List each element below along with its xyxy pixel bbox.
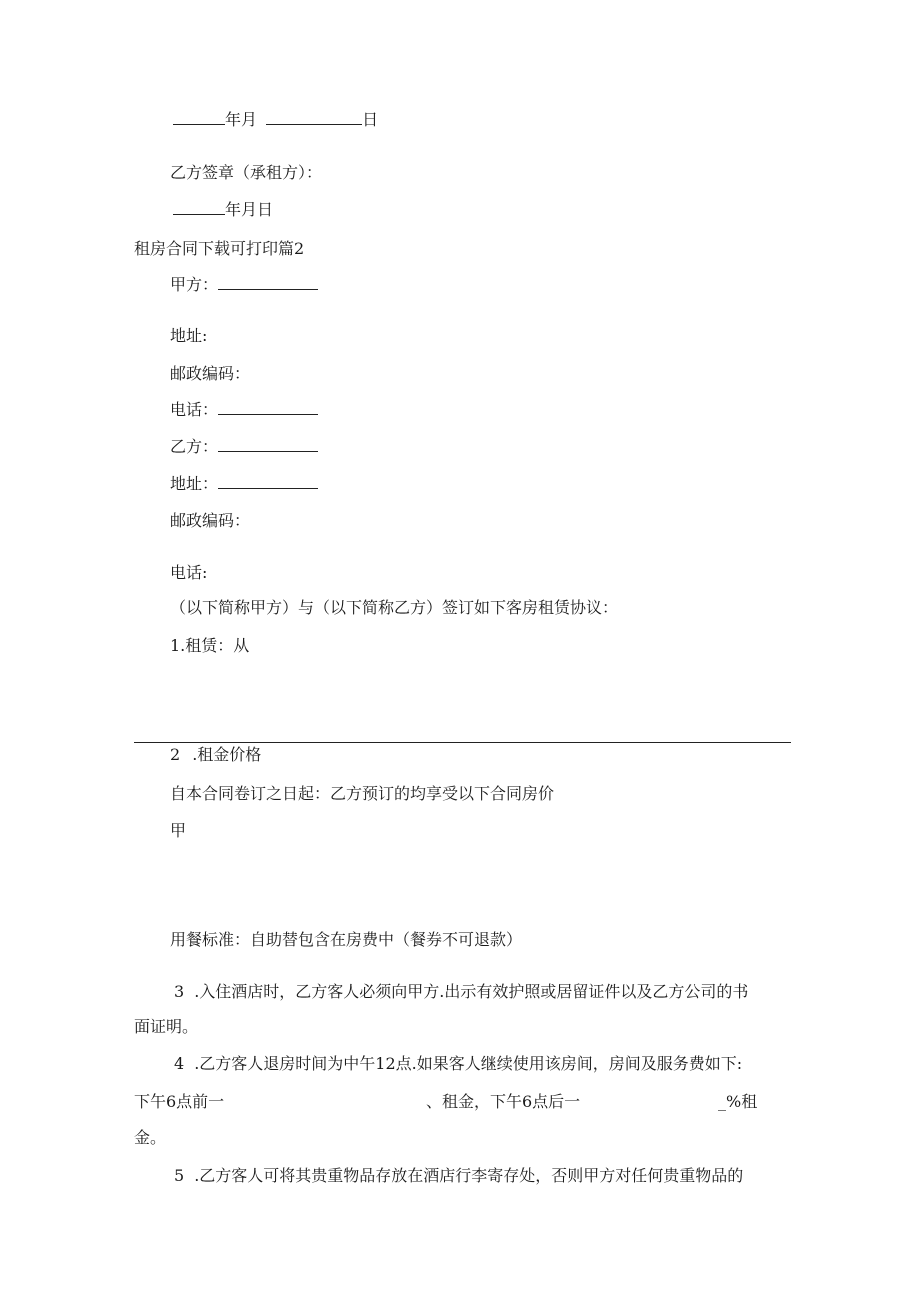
clause-5-text-1: .乙方客人可将其贵重物品存放在酒店行李寄存处，否则甲方对任何贵重物品的 — [194, 1166, 744, 1185]
date-line-1-seg2: 日 — [362, 110, 379, 129]
blank-month — [266, 110, 362, 125]
clause-4-line-2c: _%租 — [718, 1092, 758, 1111]
clause-3-text-1: .入住酒店时，乙方客人必须向甲方.出示有效护照或居留证件以及乙方公司的书 — [194, 982, 749, 1001]
clause-2-text: .租金价格 — [192, 745, 262, 764]
meal-standard: 用餐标准：自助替包含在房费中（餐券不可退款） — [170, 930, 523, 949]
clause-2-number: 2 — [170, 745, 181, 764]
date-line-1-seg1: 年月 — [225, 110, 258, 129]
clause-3-number: 3 — [174, 982, 185, 1001]
clause-3-line-1 — [134, 982, 784, 1002]
party-b-blank — [218, 437, 318, 452]
party-b-address-line — [170, 474, 318, 494]
party-a-label: 甲方： — [170, 275, 219, 294]
date-line-2-text: 年月日 — [225, 200, 274, 219]
date-line-2 — [173, 200, 273, 220]
clause-4-text-1: .乙方客人退房时间为中午12点.如果客人继续使用该房间，房间及服务费如下: — [194, 1054, 743, 1073]
blank-year — [173, 110, 225, 125]
party-b-signature: 乙方签章（承租方）： — [170, 163, 323, 182]
party-a-phone-label: 电话： — [170, 400, 219, 419]
clause-2 — [170, 745, 261, 765]
party-b-address-label: 地址： — [170, 474, 219, 493]
party-a-phone-blank — [218, 400, 318, 415]
party-a-blank — [218, 275, 318, 290]
party-b-label: 乙方： — [170, 437, 219, 456]
intro-line: （以下简称甲方）与（以下简称乙方）签订如下客房租赁协议： — [170, 598, 619, 617]
clause-4-line-2b: 、租金，下午6点后一 — [426, 1092, 581, 1111]
party-b-line — [170, 437, 318, 457]
clause-5-number: 5 — [174, 1166, 185, 1185]
clause-2-fragment: 甲 — [170, 821, 187, 840]
clause-3-line-2: 面证明。 — [134, 1017, 199, 1036]
clause-4-line-2a: 下午6点前一 — [134, 1092, 225, 1111]
party-b-phone: 电话: — [170, 563, 208, 582]
clause-4-line-1 — [134, 1054, 784, 1074]
party-b-address-blank — [218, 474, 318, 489]
clause-5-line-1 — [134, 1166, 784, 1186]
party-a-postcode: 邮政编码： — [170, 364, 251, 383]
party-b-postcode: 邮政编码： — [170, 511, 251, 530]
party-a-phone-line — [170, 400, 318, 420]
clause-1: 1.租赁：从 — [170, 636, 250, 655]
clause-4-line-3: 金。 — [134, 1128, 167, 1147]
party-a-address: 地址: — [170, 326, 208, 345]
party-a-line — [170, 275, 318, 295]
section-title: 租房合同下载可打印篇2 — [134, 239, 305, 258]
clause-2-body: 自本合同卷订之日起：乙方预订的均享受以下合同房价 — [170, 784, 555, 803]
divider-line — [134, 742, 791, 743]
clause-4-number: 4 — [174, 1054, 185, 1073]
blank-year-2 — [173, 200, 225, 215]
date-line-1 — [173, 110, 378, 130]
